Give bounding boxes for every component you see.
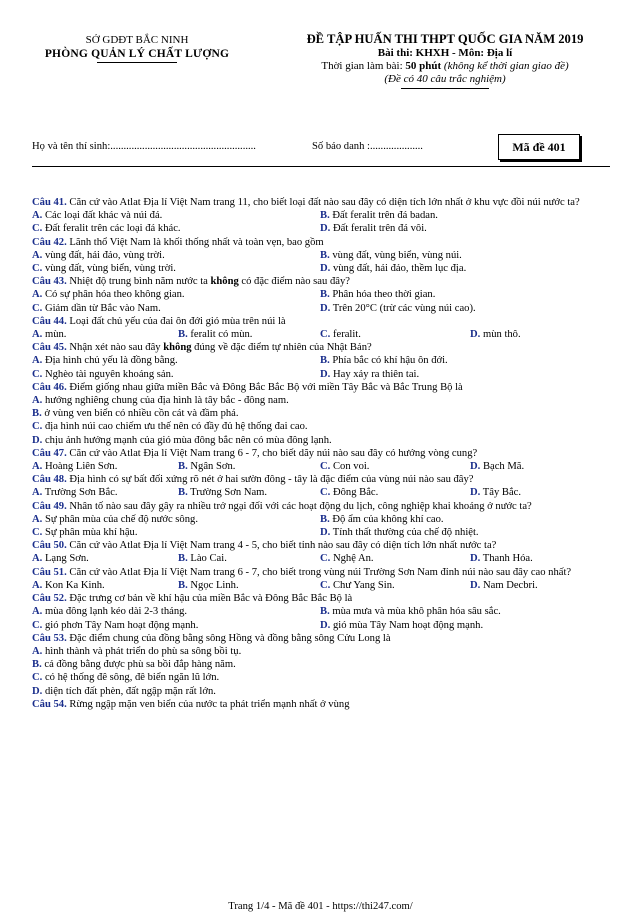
header-divider <box>32 166 610 167</box>
option-text: Sự phân mùa của chế độ nước sông. <box>42 513 198 525</box>
answer-option[interactable] <box>320 579 470 592</box>
answer-option[interactable] <box>470 579 616 592</box>
question-item <box>32 592 616 632</box>
option-letter: D. <box>32 685 43 697</box>
question-item <box>32 315 616 341</box>
option-text: Con voi. <box>330 461 370 473</box>
option-letter: C. <box>32 619 43 631</box>
exam-code-box: Mã đề 401 <box>498 134 580 160</box>
option-text: mùa đông lạnh kéo dài 2-3 tháng. <box>42 606 188 618</box>
question-stem: Loại đất chủ yếu của đai ôn đới gió mùa trên núi là <box>69 315 286 327</box>
exam-time <box>270 60 620 73</box>
option-letter: B. <box>178 329 188 341</box>
answer-options <box>32 605 616 631</box>
question-item <box>32 500 616 540</box>
candidate-id-field: Số báo danh :.................... <box>312 141 423 152</box>
option-text: Chư Yang Sin. <box>330 579 395 591</box>
option-text: Đông Bắc. <box>330 487 379 499</box>
option-text: vùng đất, vùng biển, vùng núi. <box>329 249 462 261</box>
question-stem: Căn cứ vào Atlat Địa lí Việt Nam trang 11, cho biết loại đất nào sau đây có diện tích lớn nhất ở khu vực đồi núi nước ta? <box>69 197 580 208</box>
option-text: cả đồng bằng được phù sa bồi đắp hàng năm. <box>41 659 236 671</box>
answer-option[interactable] <box>470 552 616 565</box>
question-item <box>32 275 616 315</box>
question-stem: có đặc điểm nào sau đây? <box>238 276 350 288</box>
question-text <box>32 447 616 460</box>
option-letter: A. <box>32 355 43 367</box>
option-letter: D. <box>470 579 481 591</box>
answer-option[interactable] <box>32 420 616 433</box>
answer-options <box>32 513 616 539</box>
question-text <box>32 500 616 513</box>
header-right <box>270 32 620 89</box>
answer-option[interactable] <box>178 486 320 499</box>
option-letter: C. <box>320 579 331 591</box>
option-text: hình thành và phát triển do phù sa sông bồi tụ. <box>42 645 242 657</box>
option-text: Lào Cai. <box>187 553 227 565</box>
option-text: Ngọc Linh. <box>187 579 239 591</box>
question-stem: Nhân tố nào sau đây gây ra nhiều trở ngại đối với các hoạt động du lịch, công nghiệp khai khoáng ở nước ta? <box>69 500 532 512</box>
option-text: Ngân Sơn. <box>187 461 236 473</box>
time-note: (không kể thời gian giao đề) <box>441 60 569 72</box>
question-item <box>32 539 616 565</box>
option-letter: B. <box>320 513 330 525</box>
answer-option[interactable] <box>32 302 320 315</box>
option-text: Tính thất thường của chế độ nhiệt. <box>330 527 479 539</box>
option-letter: C. <box>32 263 43 275</box>
exam-title: ĐỀ TẬP HUẤN THI THPT QUỐC GIA NĂM 2019 <box>306 32 584 46</box>
answer-option[interactable] <box>32 579 178 592</box>
question-item <box>32 381 616 447</box>
answer-option[interactable] <box>32 407 616 420</box>
question-text <box>32 592 616 605</box>
question-number: Câu 54. <box>32 698 67 710</box>
option-letter: A. <box>32 579 43 591</box>
answer-option[interactable] <box>32 209 320 222</box>
answer-option[interactable] <box>32 368 320 381</box>
question-number: Câu 44. <box>32 315 67 327</box>
option-text: Nghèo tài nguyên khoáng sản. <box>42 368 174 380</box>
question-item <box>32 566 616 592</box>
question-item <box>32 341 616 381</box>
option-text: Hoàng Liên Sơn. <box>42 461 118 473</box>
answer-option[interactable] <box>320 526 616 539</box>
option-text: Trường Sơn Bắc. <box>42 487 118 499</box>
header-right-underline <box>401 88 489 89</box>
option-letter: D. <box>320 619 331 631</box>
page-footer: Trang 1/4 - Mã đề 401 - https://thi247.com/ <box>228 901 413 912</box>
option-text: có hệ thống đê sông, đê biển ngăn lũ lớn. <box>42 672 220 684</box>
answer-option[interactable] <box>320 552 470 565</box>
option-letter: B. <box>320 249 330 261</box>
question-number: Câu 50. <box>32 540 67 552</box>
answer-option[interactable] <box>320 619 616 632</box>
answer-option[interactable] <box>32 619 320 632</box>
option-letter: B. <box>178 579 188 591</box>
answer-option[interactable] <box>32 222 320 235</box>
time-prefix: Thời gian làm bài: <box>321 60 406 72</box>
header-left-underline <box>97 62 177 63</box>
department-name: SỞ GDĐT BẮC NINH <box>85 34 189 46</box>
question-item <box>32 698 616 711</box>
question-count-note: (Đề có 40 câu trắc nghiệm) <box>384 73 506 85</box>
option-letter: A. <box>32 210 43 222</box>
option-text: Đất feralit trên đá badan. <box>329 210 438 222</box>
question-stem: Điểm giống nhau giữa miền Bắc và Đông Bắc Bắc Bộ với miền Tây Bắc và Bắc Trung Bộ là <box>69 381 463 393</box>
option-letter: A. <box>32 645 43 657</box>
option-letter: D. <box>320 263 331 275</box>
option-text: địa hình núi cao chiếm ưu thế nên có đầy đủ hệ thống đai cao. <box>42 421 308 433</box>
question-text <box>32 236 616 249</box>
question-stem: Lãnh thổ Việt Nam là khối thống nhất và toàn vẹn, bao gồm <box>69 236 324 248</box>
question-text <box>32 275 616 288</box>
candidate-name-field: Họ và tên thí sinh:....................................................... <box>32 141 256 152</box>
option-text: diện tích đất phèn, đất ngập mặn rất lớn. <box>42 685 216 697</box>
option-text: Phía bắc có khí hậu ôn đới. <box>329 355 448 367</box>
option-letter: C. <box>320 329 331 341</box>
question-number: Câu 46. <box>32 381 67 393</box>
answer-option[interactable] <box>32 249 320 262</box>
question-number: Câu 52. <box>32 593 67 605</box>
option-letter: B. <box>178 487 188 499</box>
option-letter: C. <box>32 368 43 380</box>
question-item <box>32 447 616 473</box>
option-letter: A. <box>32 553 43 565</box>
option-text: gió mùa Tây Nam hoạt động mạnh. <box>330 619 484 631</box>
answer-option[interactable] <box>32 460 178 473</box>
question-text <box>32 566 616 579</box>
answer-option[interactable] <box>470 486 616 499</box>
answer-option[interactable] <box>32 513 320 526</box>
option-letter: B. <box>32 408 42 420</box>
option-letter: C. <box>32 302 43 314</box>
option-text: gió phơn Tây Nam hoạt động mạnh. <box>42 619 199 631</box>
question-text <box>32 698 616 711</box>
answer-option[interactable] <box>178 579 320 592</box>
answer-option[interactable] <box>32 262 320 275</box>
option-text: Lạng Sơn. <box>42 553 89 565</box>
option-letter: D. <box>320 368 331 380</box>
option-letter: D. <box>470 329 481 341</box>
option-text: Sự phân mùa khí hậu. <box>42 527 138 539</box>
answer-options <box>32 209 616 235</box>
answer-options <box>32 394 616 447</box>
option-text: Giảm dần từ Bắc vào Nam. <box>42 302 161 314</box>
question-number: Câu 51. <box>32 566 67 578</box>
option-letter: B. <box>32 659 42 671</box>
question-item <box>32 236 616 276</box>
question-stem: Nhiệt độ trung bình năm nước ta <box>69 276 211 288</box>
answer-option[interactable] <box>320 209 616 222</box>
question-stem: Rừng ngập mặn ven biển của nước ta phát triển mạnh nhất ở vùng <box>69 698 350 710</box>
option-letter: D. <box>320 302 331 314</box>
answer-option[interactable] <box>32 394 616 407</box>
header-left <box>32 34 242 63</box>
answer-options <box>32 249 616 275</box>
option-letter: A. <box>32 513 43 525</box>
question-number: Câu 47. <box>32 447 67 459</box>
answer-options <box>32 579 616 592</box>
question-number: Câu 48. <box>32 474 67 486</box>
question-item <box>32 196 616 236</box>
option-letter: C. <box>32 421 43 433</box>
option-letter: A. <box>32 289 43 301</box>
option-letter: C. <box>320 553 331 565</box>
option-text: Phân hóa theo thời gian. <box>329 289 436 301</box>
option-text: Các loại đất khác và núi đá. <box>42 210 163 222</box>
option-text: Thanh Hóa. <box>480 553 533 565</box>
option-letter: B. <box>320 210 330 222</box>
option-letter: A. <box>32 249 43 261</box>
option-text: Nam Decbri. <box>480 579 538 591</box>
answer-option[interactable] <box>178 328 320 341</box>
option-letter: D. <box>32 434 43 446</box>
answer-option[interactable] <box>320 460 470 473</box>
answer-option[interactable] <box>320 486 470 499</box>
question-stem-emphasis: không <box>210 276 239 288</box>
question-item <box>32 632 616 698</box>
question-stem: Căn cứ vào Atlat Địa lí Việt Nam trang 6 - 7, cho biết trong vùng núi Trường Sơn Nam đỉnh núi nào sau đây cao nhất? <box>69 566 572 578</box>
answer-option[interactable] <box>320 328 470 341</box>
option-letter: C. <box>32 527 43 539</box>
question-text <box>32 196 616 209</box>
question-stem: Đặc điểm chung của đồng bằng sông Hồng và đồng bằng sông Cửu Long là <box>69 632 391 644</box>
question-stem: đúng về đặc điểm tự nhiên của Nhật Bản? <box>191 342 372 354</box>
answer-option[interactable] <box>320 262 616 275</box>
option-text: Có sự phân hóa theo không gian. <box>42 289 185 301</box>
answer-option[interactable] <box>32 552 178 565</box>
question-item <box>32 473 616 499</box>
answer-option[interactable] <box>32 605 320 618</box>
question-text <box>32 539 616 552</box>
option-letter: A. <box>32 461 43 473</box>
option-text: feralit. <box>330 329 361 341</box>
option-text: Kon Ka Kinh. <box>42 579 105 591</box>
option-letter: B. <box>178 553 188 565</box>
answer-option[interactable] <box>32 526 320 539</box>
option-letter: A. <box>32 329 43 341</box>
option-text: chịu ảnh hưởng mạnh của gió mùa đông bắc nên có mùa đông lạnh. <box>42 434 332 446</box>
option-text: mùa mưa và mùa khô phân hóa sâu sắc. <box>329 606 501 618</box>
answer-options <box>32 645 616 698</box>
option-letter: B. <box>320 289 330 301</box>
option-text: Tây Bắc. <box>480 487 522 499</box>
answer-option[interactable] <box>32 354 320 367</box>
option-text: vùng đất, hải đảo, vùng trời. <box>42 249 165 261</box>
question-stem: Căn cứ vào Atlat Địa lí Việt Nam trang 6 - 7, cho biết dãy núi nào sau đây có hướng vòng cung? <box>69 447 478 459</box>
answer-option[interactable] <box>320 302 616 315</box>
answer-options <box>32 486 616 499</box>
answer-option[interactable] <box>178 552 320 565</box>
option-text: vùng đất, vùng biển, vùng trời. <box>42 263 176 275</box>
option-text: Độ ẩm của không khí cao. <box>329 513 444 525</box>
option-letter: D. <box>320 527 331 539</box>
question-stem: Địa hình có sự bất đối xứng rõ nét ở hai sườn đông - tây là đặc điểm của vùng núi nào sau đây? <box>69 474 474 486</box>
question-text <box>32 341 616 354</box>
answer-option[interactable] <box>320 513 616 526</box>
option-text: mùn. <box>42 329 67 341</box>
answer-option[interactable] <box>178 460 320 473</box>
option-letter: A. <box>32 487 43 499</box>
option-text: hướng nghiêng chung của địa hình là tây bắc - đông nam. <box>42 395 289 407</box>
answer-option[interactable] <box>32 658 616 671</box>
answer-option[interactable] <box>32 671 616 684</box>
option-text: Trường Sơn Nam. <box>187 487 268 499</box>
question-text <box>32 381 616 394</box>
option-text: mùn thô. <box>480 329 521 341</box>
option-letter: A. <box>32 606 43 618</box>
option-text: Hay xảy ra thiên tai. <box>330 368 420 380</box>
question-stem: Nhận xét nào sau đây <box>69 342 164 354</box>
time-value: 50 phút <box>405 60 442 72</box>
question-text <box>32 632 616 645</box>
answer-option[interactable] <box>32 685 616 698</box>
answer-options <box>32 460 616 473</box>
question-list <box>32 196 616 711</box>
answer-option[interactable] <box>320 249 616 262</box>
answer-option[interactable] <box>470 328 616 341</box>
option-letter: C. <box>320 487 331 499</box>
option-letter: C. <box>32 223 43 235</box>
option-text: feralit có mùn. <box>187 329 253 341</box>
option-text: Trên 20°C (trừ các vùng núi cao). <box>330 302 476 314</box>
option-letter: D. <box>320 223 331 235</box>
question-number: Câu 43. <box>32 276 67 288</box>
option-letter: B. <box>320 606 330 618</box>
option-text: ở vùng ven biển có nhiều cồn cát và đầm phá. <box>41 408 239 420</box>
option-letter: B. <box>320 355 330 367</box>
option-text: Địa hình chủ yếu là đồng bằng. <box>42 355 178 367</box>
office-name: PHÒNG QUẢN LÝ CHẤT LƯỢNG <box>44 48 230 60</box>
option-text: Đất feralit trên đá vôi. <box>330 223 427 235</box>
option-letter: D. <box>470 487 481 499</box>
answer-option[interactable] <box>320 368 616 381</box>
answer-option[interactable] <box>320 222 616 235</box>
option-text: Đất feralit trên các loại đá khác. <box>42 223 181 235</box>
question-number: Câu 45. <box>32 342 67 354</box>
question-number: Câu 53. <box>32 632 67 644</box>
question-number: Câu 49. <box>32 500 67 512</box>
option-text: Bạch Mã. <box>480 461 525 473</box>
answer-options <box>32 552 616 565</box>
question-text <box>32 315 616 328</box>
answer-option[interactable] <box>32 328 178 341</box>
question-stem: Căn cứ vào Atlat Địa lí Việt Nam trang 4 - 5, cho biết tỉnh nào sau đây có diện tích lớn nhất nước ta? <box>69 540 497 552</box>
option-text: vùng đất, hải đảo, thềm lục địa. <box>330 263 467 275</box>
question-number: Câu 41. <box>32 197 67 208</box>
answer-option[interactable] <box>32 486 178 499</box>
answer-options <box>32 354 616 380</box>
question-stem: Đặc trưng cơ bản về khí hậu của miền Bắc và Đông Bắc Bắc Bộ là <box>69 593 353 605</box>
option-letter: B. <box>178 461 188 473</box>
option-letter: C. <box>32 672 43 684</box>
option-letter: C. <box>320 461 331 473</box>
answer-option[interactable] <box>32 434 616 447</box>
answer-option[interactable] <box>32 288 320 301</box>
answer-option[interactable] <box>32 645 616 658</box>
answer-option[interactable] <box>470 460 616 473</box>
question-number: Câu 42. <box>32 236 67 248</box>
answer-option[interactable] <box>320 354 616 367</box>
question-stem-emphasis: không <box>163 342 192 354</box>
answer-options <box>32 328 616 341</box>
option-letter: A. <box>32 395 43 407</box>
candidate-info <box>32 140 423 153</box>
answer-option[interactable] <box>320 605 616 618</box>
answer-options <box>32 288 616 314</box>
answer-option[interactable] <box>320 288 616 301</box>
option-text: Nghệ An. <box>330 553 374 565</box>
question-text <box>32 473 616 486</box>
exam-subject: Bài thi: KHXH - Môn: Địa lí <box>377 47 513 59</box>
option-letter: D. <box>470 461 481 473</box>
option-letter: D. <box>470 553 481 565</box>
